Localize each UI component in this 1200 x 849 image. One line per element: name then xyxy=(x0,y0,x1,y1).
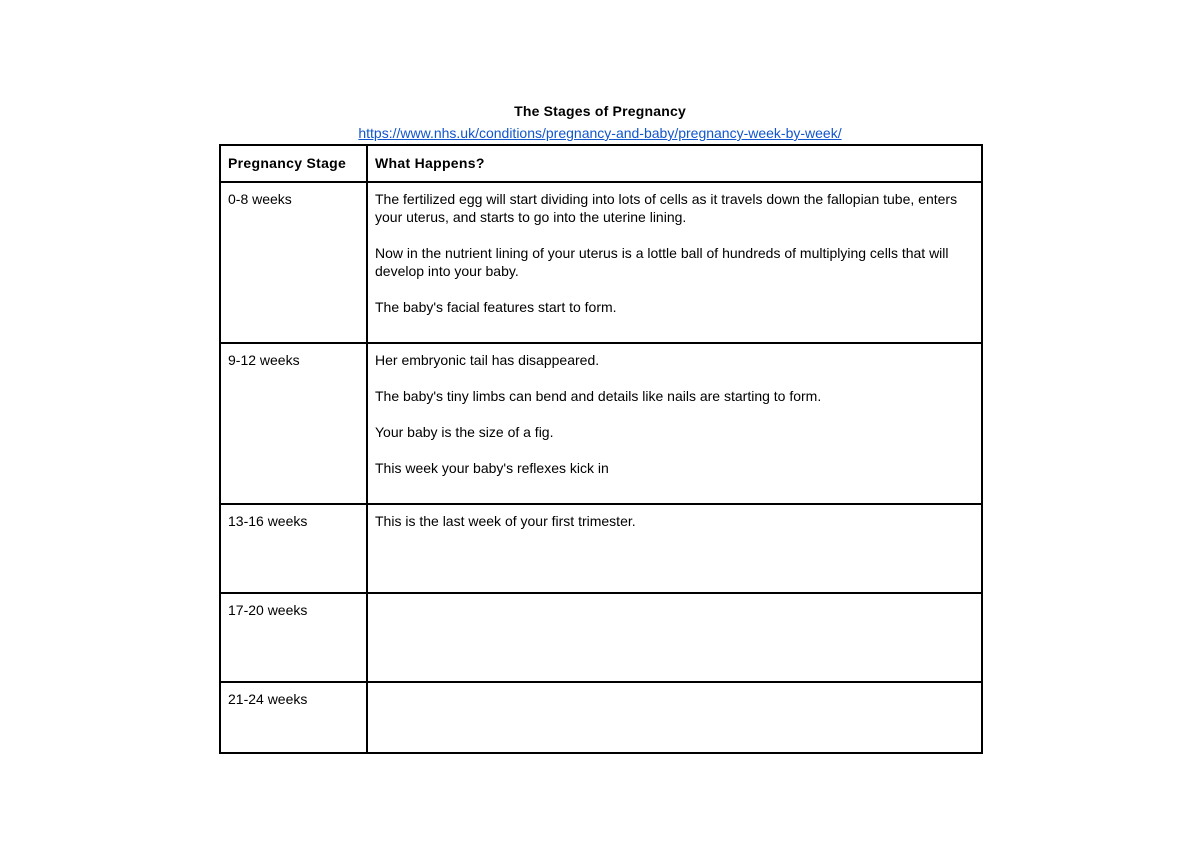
table-row xyxy=(220,682,982,753)
what-happens-cell xyxy=(367,343,982,504)
stage-cell: 0-8 weeks xyxy=(220,182,367,343)
note-text: The fertilized egg will start dividing into lots of cells as it travels down the fallopian tube, enters your uterus, and starts to go into the uterine lining. xyxy=(375,191,958,225)
source-link-line xyxy=(0,124,1200,142)
stage-cell: 17-20 weeks xyxy=(220,593,367,682)
note-text: The baby's tiny limbs can bend and details like nails are starting to form. xyxy=(375,388,822,404)
table-header-row xyxy=(220,145,982,182)
what-happens-cell-empty[interactable] xyxy=(367,593,982,682)
what-happens-cell-empty[interactable] xyxy=(367,682,982,753)
table-row xyxy=(220,182,982,343)
stage-cell: 13-16 weeks xyxy=(220,504,367,593)
table-row xyxy=(220,504,982,593)
pregnancy-stages-table xyxy=(219,144,983,754)
header-what-happens: What Happens? xyxy=(367,145,982,182)
table-row xyxy=(220,593,982,682)
table-row xyxy=(220,343,982,504)
note-text: Your baby is the size of a fig. xyxy=(375,424,554,440)
note-text: This week your baby's reflexes kick in xyxy=(375,460,609,476)
note-text: Her embryonic tail has disappeared. xyxy=(375,352,600,368)
note-text: The baby's facial features start to form. xyxy=(375,299,617,315)
note-text: This is the last week of your first trimester. xyxy=(375,513,636,529)
stage-cell: 9-12 weeks xyxy=(220,343,367,504)
note-text: Now in the nutrient lining of your uterus is a lottle ball of hundreds of multiplying cells that will develop into your baby. xyxy=(375,245,949,279)
header-pregnancy-stage: Pregnancy Stage xyxy=(220,145,367,182)
stage-cell: 21-24 weeks xyxy=(220,682,367,753)
nhs-source-link[interactable]: https://www.nhs.uk/conditions/pregnancy-and-baby/pregnancy-week-by-week/ xyxy=(358,125,842,141)
what-happens-cell xyxy=(367,504,982,593)
page-title: The Stages of Pregnancy xyxy=(514,103,686,119)
what-happens-cell xyxy=(367,182,982,343)
